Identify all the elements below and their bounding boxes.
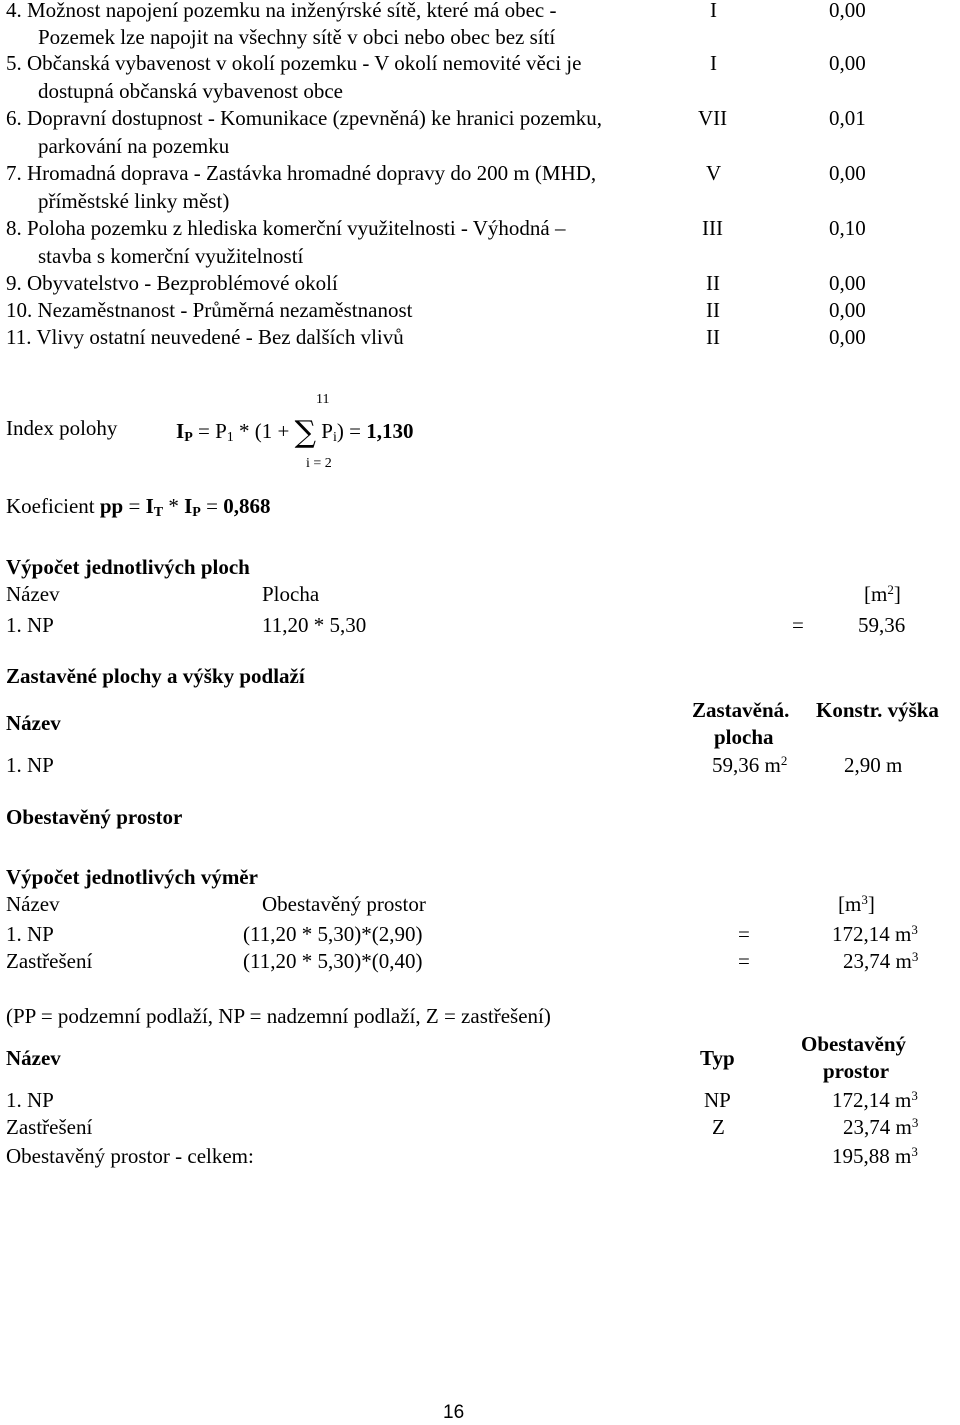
summary-total-value: 195,88 $m^3$ bbox=[832, 1144, 918, 1168]
volumes-row-value: 172,14 $m^3$ bbox=[832, 922, 918, 946]
criterion-6-line2: parkování na pozemku bbox=[38, 134, 230, 158]
built-areas-heading: Zastavěné plochy a výšky podlaží bbox=[6, 664, 305, 688]
criterion-11-class: II bbox=[706, 325, 720, 349]
areas-row-value: 59,36 bbox=[858, 613, 906, 637]
built-areas-row-area: 59,36 $m^2$ bbox=[712, 753, 788, 777]
built-areas-col-area-2: plocha bbox=[714, 725, 774, 749]
built-areas-col-name: Název bbox=[6, 711, 61, 735]
enclosed-space-heading: Obestavěný prostor bbox=[6, 805, 183, 829]
criterion-9-class: II bbox=[706, 271, 720, 295]
index-label: Index polohy bbox=[6, 416, 118, 440]
volumes-row-formula: (11,20 * 5,30)*(2,90) bbox=[243, 922, 423, 946]
summary-col-name: Název bbox=[6, 1046, 61, 1070]
areas-row-eq: = bbox=[792, 613, 804, 637]
built-areas-col-height: Konstr. výška bbox=[816, 698, 939, 722]
criterion-6-class: VII bbox=[698, 106, 728, 130]
sum-lower-limit: i = 2 bbox=[306, 456, 332, 471]
criterion-5-line1: 5. Občanská vybavenost v okolí pozemku - V okolí nemovité věci je bbox=[6, 51, 582, 75]
criterion-6-line1: 6. Dopravní dostupnost - Komunikace (zpevněná) ke hranici pozemku, bbox=[6, 106, 602, 130]
index-result: 1,130 bbox=[366, 419, 414, 443]
volumes-heading: Výpočet jednotlivých výměr bbox=[6, 865, 258, 889]
areas-row-name: 1. NP bbox=[6, 613, 54, 637]
criterion-7-value: 0,00 bbox=[829, 161, 866, 185]
volumes-row-value: 23,74 $m^3$ bbox=[843, 949, 919, 973]
criterion-5-class: I bbox=[710, 51, 717, 75]
index-expression: IP = P1 * (1 + ∑ Pi) = 1,130 bbox=[176, 415, 414, 450]
summary-row-name: Zastřešení bbox=[6, 1115, 93, 1139]
criterion-9-value: 0,00 bbox=[829, 271, 866, 295]
criterion-7-line1: 7. Hromadná doprava - Zastávka hromadné dopravy do 200 m (MHD, bbox=[6, 161, 597, 185]
criterion-11-value: 0,00 bbox=[829, 325, 866, 349]
page-number: 16 bbox=[443, 1402, 465, 1423]
areas-row-formula: 11,20 * 5,30 bbox=[262, 613, 367, 637]
criterion-8-line2: stavba s komerční využitelností bbox=[38, 244, 304, 268]
summary-col-space-2: prostor bbox=[823, 1059, 890, 1083]
areas-heading: Výpočet jednotlivých ploch bbox=[6, 555, 250, 579]
criterion-10-value: 0,00 bbox=[829, 298, 866, 322]
summary-row-type: NP bbox=[704, 1088, 731, 1112]
volumes-row-eq: = bbox=[738, 949, 750, 973]
criterion-8-value: 0,10 bbox=[829, 216, 866, 240]
coefficient-line: Koeficient pp = IT * IP = 0,868 bbox=[6, 494, 271, 520]
criterion-11-line1: 11. Vlivy ostatní neuvedené - Bez dalších vlivů bbox=[6, 325, 404, 349]
volumes-col-space: Obestavěný prostor bbox=[262, 892, 426, 916]
criterion-8-line1: 8. Poloha pozemku z hlediska komerční využitelnosti - Výhodná – bbox=[6, 216, 566, 240]
volumes-row-formula: (11,20 * 5,30)*(0,40) bbox=[243, 949, 423, 973]
abbreviation-legend: (PP = podzemní podlaží, NP = nadzemní podlaží, Z = zastřešení) bbox=[6, 1004, 551, 1028]
areas-col-unit: $[m^2]$ bbox=[864, 582, 901, 606]
criterion-7-class: V bbox=[706, 161, 722, 185]
criterion-5-value: 0,00 bbox=[829, 51, 866, 75]
criterion-8-class: III bbox=[702, 216, 723, 240]
coefficient-result: 0,868 bbox=[223, 494, 271, 518]
summary-total-label: Obestavěný prostor - celkem: bbox=[6, 1144, 254, 1168]
summary-row-value: 172,14 $m^3$ bbox=[832, 1088, 918, 1112]
criterion-6-value: 0,01 bbox=[829, 106, 866, 130]
summary-col-space-1: Obestavěný bbox=[801, 1032, 906, 1056]
sum-upper-limit: 11 bbox=[316, 392, 330, 407]
volumes-row-eq: = bbox=[738, 922, 750, 946]
criterion-4-class: I bbox=[710, 0, 717, 22]
built-areas-row-name: 1. NP bbox=[6, 753, 54, 777]
summary-row-value: 23,74 $m^3$ bbox=[843, 1115, 919, 1139]
summary-row-type: Z bbox=[712, 1115, 725, 1139]
criterion-7-line2: příměstské linky měst) bbox=[38, 189, 230, 213]
criterion-9-line1: 9. Obyvatelstvo - Bezproblémové okolí bbox=[6, 271, 338, 295]
criterion-5-line2: dostupná občanská vybavenost obce bbox=[38, 79, 344, 103]
volumes-col-name: Název bbox=[6, 892, 60, 916]
built-areas-col-area-1: Zastavěná. bbox=[692, 698, 790, 722]
areas-col-area: Plocha bbox=[262, 582, 320, 606]
criterion-10-line1: 10. Nezaměstnanost - Průměrná nezaměstnanost bbox=[6, 298, 413, 322]
criterion-4-line1: 4. Možnost napojení pozemku na inženýrské sítě, které má obec - bbox=[6, 0, 557, 22]
volumes-row-name: Zastřešení bbox=[6, 949, 93, 973]
criterion-10-class: II bbox=[706, 298, 720, 322]
sum-sign-icon: ∑ bbox=[294, 415, 317, 450]
built-areas-row-height: 2,90 m bbox=[844, 753, 903, 777]
volumes-col-unit: $[m^3]$ bbox=[838, 892, 875, 916]
areas-col-name: Název bbox=[6, 582, 60, 606]
volumes-row-name: 1. NP bbox=[6, 922, 54, 946]
summary-row-name: 1. NP bbox=[6, 1088, 54, 1112]
criterion-4-value: 0,00 bbox=[829, 0, 866, 22]
criterion-4-line2: Pozemek lze napojit na všechny sítě v obci nebo obec bez sítí bbox=[38, 25, 556, 49]
summary-col-type: Typ bbox=[700, 1046, 735, 1070]
